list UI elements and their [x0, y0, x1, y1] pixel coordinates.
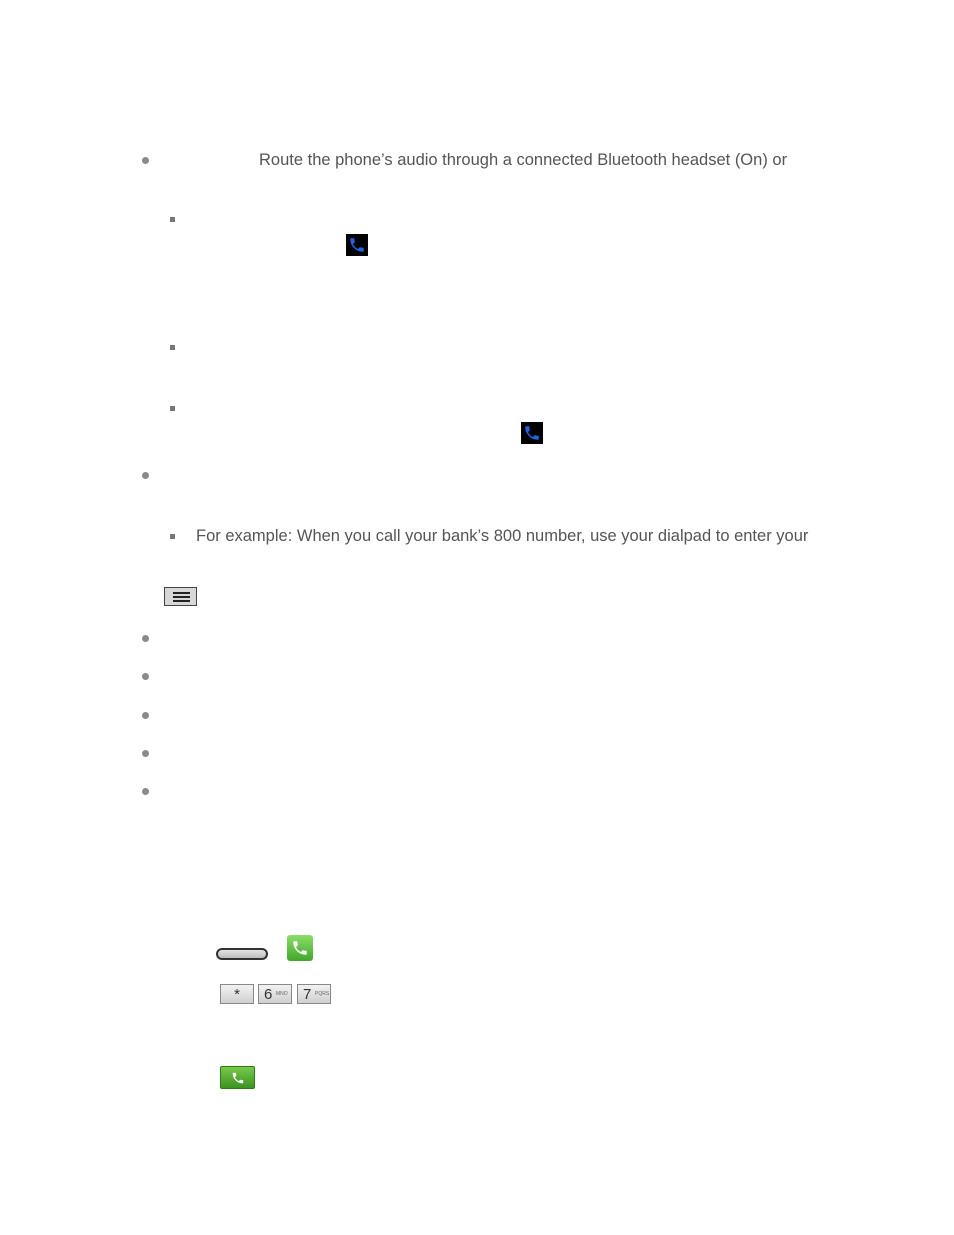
- bluetooth-description: Route the phone’s audio through a connected Bluetooth headset (On) or: [259, 151, 788, 169]
- bullet: [142, 635, 149, 642]
- bullet: [142, 712, 149, 719]
- bullet: [142, 750, 149, 757]
- bullet: [142, 673, 149, 680]
- phone-app-icon: [287, 935, 313, 961]
- dialpad-example: For example: When you call your bank’s 800 number, use your dialpad to enter your: [196, 527, 809, 545]
- sub-bullet: [170, 217, 175, 222]
- menu-key-icon: [164, 587, 197, 606]
- dial-key-6: 6 MNO: [258, 984, 292, 1004]
- sub-bullet: [170, 406, 175, 411]
- sub-bullet: [170, 345, 175, 350]
- dial-key-7: 7 PQRS: [297, 984, 331, 1004]
- bullet: [142, 788, 149, 795]
- sub-bullet: [170, 534, 175, 539]
- bullet: [142, 157, 149, 164]
- bullet: [142, 472, 149, 479]
- home-key-icon: [216, 948, 268, 960]
- phone-icon: [346, 234, 368, 256]
- phone-icon: [521, 422, 543, 444]
- dial-key-star: *: [220, 984, 254, 1004]
- call-button-icon: [220, 1066, 255, 1089]
